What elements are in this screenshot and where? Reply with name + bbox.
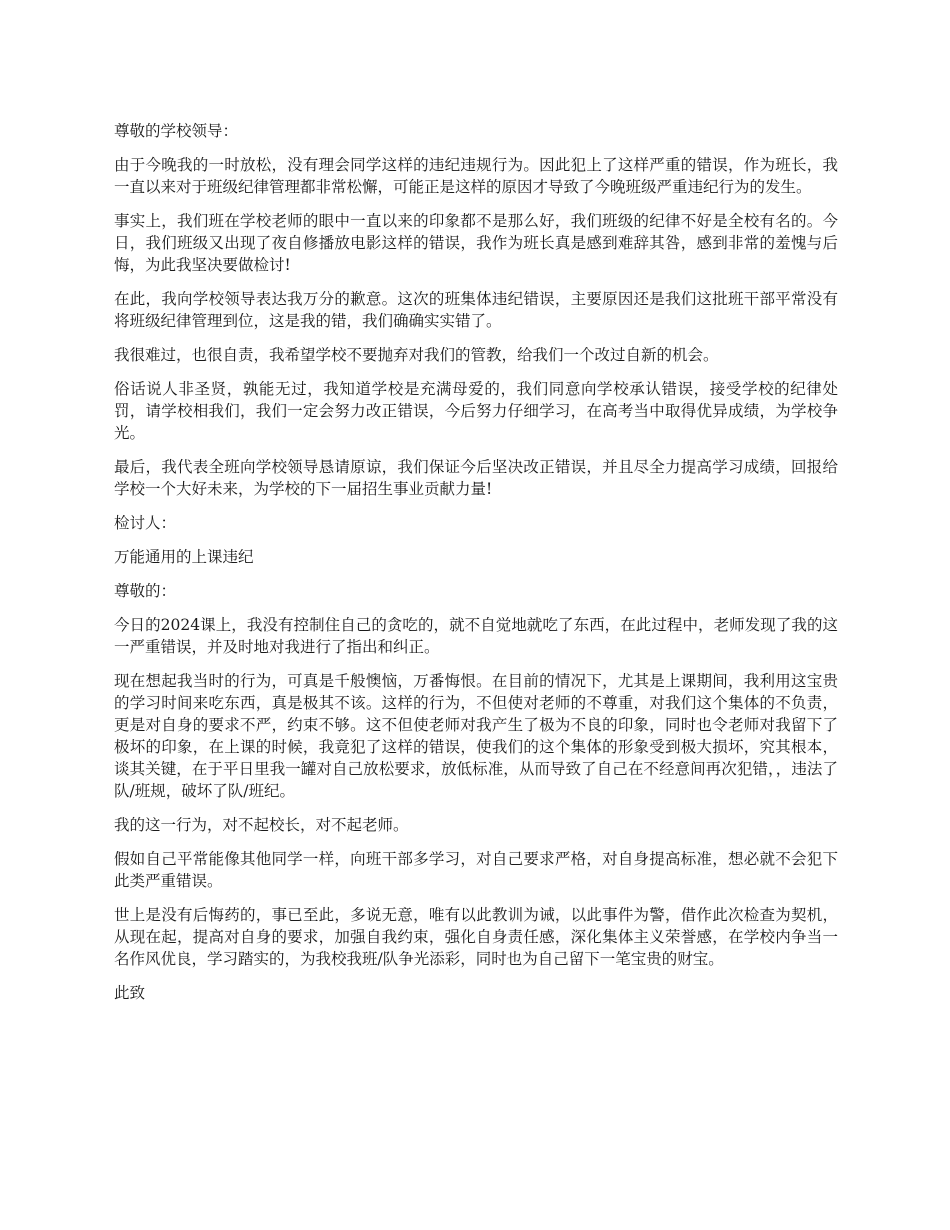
paragraph-13: 假如自己平常能像其他同学一样，向班干部多学习，对自己要求严格，对自身提高标准，想必就不会犯下此类严重错误。 [114, 850, 838, 890]
salutation-school-leaders: 尊敬的学校领导： [114, 122, 239, 140]
paragraph-6: 最后，我代表全班向学校领导恳请原谅，我们保证今后坚决改正错误，并且尽全力提高学习成绩，回报给学校一个大好未来，为学校的下一届招生事业贡献力量! [114, 458, 838, 498]
closing-line: 此致 [114, 984, 146, 1002]
paragraph-5: 俗话说人非圣贤，孰能无过，我知道学校是充满母爱的，我们同意向学校承认错误，接受学校的纪律处罚，请学校相我们，我们一定会努力改正错误，今后努力仔细学习，在高考当中取得优异成绩，为学校争光。 [114, 380, 838, 442]
paragraph-14: 世上是没有后悔药的，事已至此，多说无意，唯有以此教训为诫，以此事件为警，借作此次检查为契机，从现在起，提高对自身的要求，加强自我约束，强化自身责任感，深化集体主义荣誉感，在学校内争当一名作风优良，学习踏实的，为我校我班/队争光添彩，同时也为自己留下一笔宝贵的财宝。 [114, 906, 838, 968]
paragraph-10: 今日的2024课上，我没有控制住自己的贪吃的，就不自觉地就吃了东西，在此过程中，老师发现了我的这一严重错误，并及时地对我进行了指出和纠正。 [114, 616, 838, 656]
paragraph-12: 我的这一行为，对不起校长，对不起老师。 [114, 816, 409, 834]
signature-line: 检讨人： [114, 514, 177, 532]
paragraph-2: 事实上，我们班在学校老师的眼中一直以来的印象都不是那么好，我们班级的纪律不好是全校有名的。今日，我们班级又出现了夜自修播放电影这样的错误，我作为班长真是感到难辞其咎，感到非常的羞愧与后悔，为此我坚决要做检讨! [114, 212, 838, 274]
paragraph-11: 现在想起我当时的行为，可真是千般懊恼，万番悔恨。在目前的情况下，尤其是上课期间，我利用这宝贵的学习时间来吃东西，真是极其不该。这样的行为，不但使对老师的不尊重，对我们这个集体的不负责，更是对自身的要求不严，约束不够。这不但使老师对我产生了极为不良的印象，同时也令老师对我留下了极坏的印象，在上课的时候，我竟犯了这样的错误，使我们的这个集体的形象受到极大损坏，究其根本，谈其关键，在于平日里我一罐对自己放松要求，放低标准，从而导致了自己在不经意间再次犯错，，违法了队/班规，破坏了队/班纪。 [114, 672, 838, 800]
salutation-respected: 尊敬的： [114, 582, 177, 600]
section-title: 万能通用的上课违纪 [114, 548, 254, 566]
paragraph-4: 我很难过，也很自责，我希望学校不要抛弃对我们的管教，给我们一个改过自新的机会。 [114, 346, 719, 364]
paragraph-1: 由于今晚我的一时放松，没有理会同学这样的违纪违规行为。因此犯上了这样严重的错误，作为班长，我一直以来对于班级纪律管理都非常松懈，可能正是这样的原因才导致了今晚班级严重违纪行为的发生。 [114, 156, 838, 196]
paragraph-3: 在此，我向学校领导表达我万分的歉意。这次的班集体违纪错误，主要原因还是我们这批班干部平常没有将班级纪律管理到位，这是我的错，我们确确实实错了。 [114, 290, 838, 330]
document-page [114, 120, 838, 1016]
